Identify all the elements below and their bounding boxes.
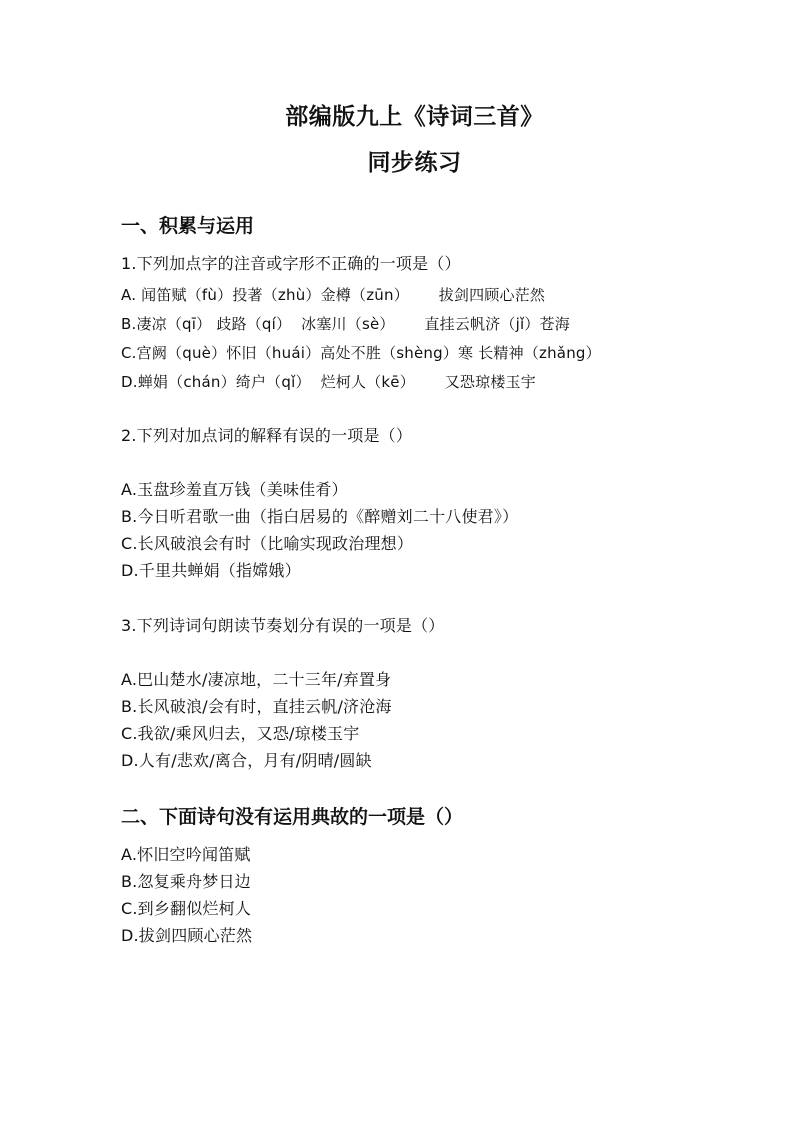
question-3-option-d: D.人有/悲欢/离合，月有/阴晴/圆缺 bbox=[121, 751, 372, 770]
question-2-option-a: A.玉盘珍羞直万钱（美味佳肴） bbox=[121, 480, 348, 499]
section-2-option-d: D.拔剑四顾心茫然 bbox=[121, 926, 253, 945]
document-title: 部编版九上《诗词三首》 bbox=[285, 103, 544, 130]
question-1-option-a: A. 闻笛赋（fù）投著（zhù）金樽（zūn） 拔剑四顾心茫然 bbox=[121, 286, 546, 304]
section-2-option-a: A.怀旧空吟闻笛赋 bbox=[121, 845, 251, 864]
section-heading-1: 一、积累与运用 bbox=[121, 215, 255, 237]
question-1-stem: 1.下列加点字的注音或字形不正确的一项是（） bbox=[121, 254, 461, 273]
question-1-option-b: B.凄凉（qī） 歧路（qí） 冰塞川（sè） 直挂云帆济（jǐ）苍海 bbox=[121, 315, 570, 333]
section-2-option-c: C.到乡翻似烂柯人 bbox=[121, 899, 252, 918]
question-3-option-a: A.巴山楚水/凄凉地，二十三年/弃置身 bbox=[121, 670, 392, 689]
question-1-option-c: C.宫阙（què）怀旧（huái）高处不胜（shèng）寒 长精神（zhǎng） bbox=[121, 344, 601, 362]
question-2-option-d: D.千里共蝉娟（指嫦娥） bbox=[121, 561, 301, 580]
question-3-stem: 3.下列诗词句朗读节奏划分有误的一项是（） bbox=[121, 616, 445, 635]
question-3-option-b: B.长风破浪/会有时，直挂云帆/济沧海 bbox=[121, 697, 392, 716]
question-1-option-d: D.蝉娟（chán）绮户（qǐ） 烂柯人（kē） 又恐琼楼玉宇 bbox=[121, 373, 536, 391]
question-3-option-c: C.我欲/乘风归去，又恐/琼楼玉宇 bbox=[121, 724, 360, 743]
question-2-stem: 2.下列对加点词的解释有误的一项是（） bbox=[121, 426, 413, 445]
document-subtitle: 同步练习 bbox=[367, 149, 462, 176]
section-2-option-b: B.忽复乘舟梦日边 bbox=[121, 872, 251, 891]
section-heading-2: 二、下面诗句没有运用典故的一项是（） bbox=[121, 806, 464, 828]
question-2-option-c: C.长风破浪会有时（比喻实现政治理想） bbox=[121, 534, 414, 553]
question-2-option-b: B.今日听君歌一曲（指白居易的《醉赠刘二十八使君》） bbox=[121, 507, 519, 526]
